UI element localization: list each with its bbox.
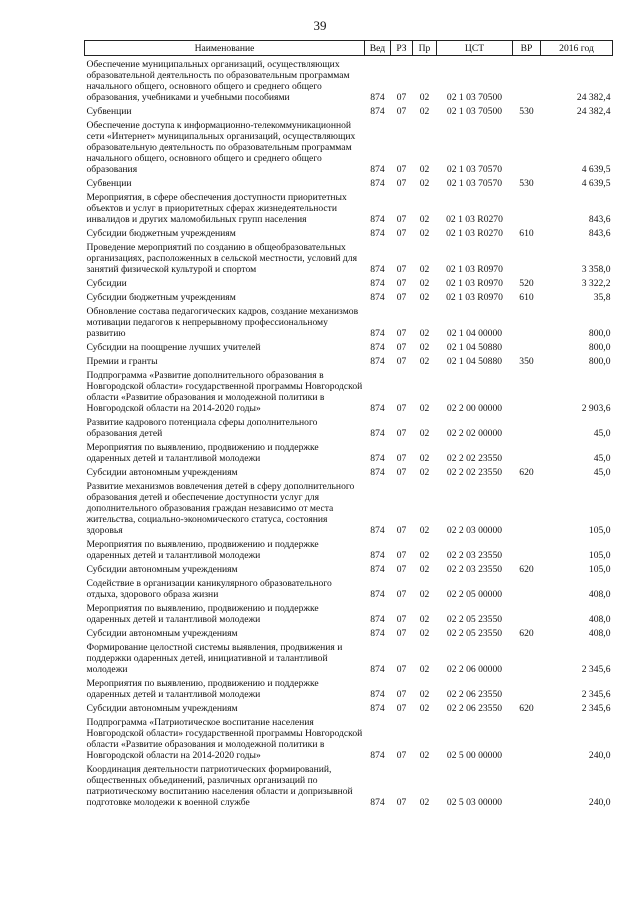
row-vr-cell xyxy=(513,575,541,600)
row-cst-cell: 02 2 02 00000 xyxy=(446,428,503,439)
row-cst-cell: 02 2 02 23550 xyxy=(446,467,503,478)
row-ved-cell: 874 xyxy=(370,356,385,367)
row-cst-cell: 02 1 03 70570 xyxy=(446,164,503,175)
row-ved-cell: 874 xyxy=(370,797,385,808)
row-value-cell: 3 358,0 xyxy=(581,264,611,275)
row-cst-cell: 02 1 04 50880 xyxy=(446,356,503,367)
row-pr-cell: 02 xyxy=(419,428,430,439)
row-cst-cell: 02 2 02 23550 xyxy=(446,453,503,464)
row-pr-cell: 02 xyxy=(419,228,430,239)
row-rz-cell: 07 xyxy=(396,264,407,275)
row-vr-cell: 620 xyxy=(519,628,534,639)
row-ved-cell: 874 xyxy=(370,214,385,225)
row-rz-cell: 07 xyxy=(396,228,407,239)
row-vr-cell: 620 xyxy=(519,467,534,478)
row-name-cell: Обеспечение муниципальных организаций, осуществляющих образовательной деятельность по образовательным программам начального общего, основного общего и среднего общего образования, учебниками и учебными пособиями xyxy=(86,59,350,103)
row-cst-cell: 02 1 03 70500 xyxy=(446,92,503,103)
row-value-cell: 105,0 xyxy=(588,550,611,561)
row-pr-cell: 02 xyxy=(419,292,430,303)
row-vr-cell xyxy=(513,536,541,561)
row-vr-cell xyxy=(513,239,541,275)
row-value-cell: 105,0 xyxy=(588,525,611,536)
header-pr: Пр xyxy=(413,41,437,56)
row-pr-cell: 02 xyxy=(419,342,430,353)
row-vr-cell xyxy=(513,600,541,625)
table-row xyxy=(85,103,613,117)
row-rz-cell: 07 xyxy=(396,589,407,600)
table-row xyxy=(85,675,613,700)
row-vr-cell xyxy=(513,339,541,353)
row-name-cell: Субсидии бюджетным учреждениям xyxy=(86,228,236,239)
row-ved-cell: 874 xyxy=(370,92,385,103)
row-value-cell: 240,0 xyxy=(588,750,611,761)
row-vr-cell xyxy=(513,303,541,339)
row-vr-cell: 610 xyxy=(519,228,534,239)
table-header-row xyxy=(85,41,613,56)
row-rz-cell: 07 xyxy=(396,214,407,225)
table-row xyxy=(85,175,613,189)
table-row xyxy=(85,439,613,464)
row-name-cell: Обновление состава педагогических кадров, создание механизмов мотивации педагогов к непрерывному профессиональному развитию xyxy=(86,306,359,339)
row-rz-cell: 07 xyxy=(396,403,407,414)
row-cst-cell: 02 1 03 R0970 xyxy=(446,292,503,303)
table-row xyxy=(85,575,613,600)
row-name-cell: Подпрограмма «Патриотическое воспитание населения Новгородской области» государственной программы Новгородской области «Развитие образования и молодежной политики в Новгородской области на 2014-2020 годы» xyxy=(86,717,363,761)
row-cst-cell: 02 1 03 70570 xyxy=(446,178,503,189)
row-pr-cell: 02 xyxy=(419,178,430,189)
row-rz-cell: 07 xyxy=(396,550,407,561)
row-rz-cell: 07 xyxy=(396,178,407,189)
header-rz: РЗ xyxy=(391,41,413,56)
row-pr-cell: 02 xyxy=(419,750,430,761)
row-ved-cell: 874 xyxy=(370,278,385,289)
row-pr-cell: 02 xyxy=(419,214,430,225)
row-cst-cell: 02 5 00 00000 xyxy=(446,750,503,761)
row-name-cell: Координация деятельности патриотических формирований, общественных объединений, различных организаций по патриотическому воспитанию населения области и допризывной подготовке молодежи к военной службе xyxy=(86,764,353,808)
row-vr-cell xyxy=(513,761,541,808)
budget-table xyxy=(84,40,613,808)
row-value-cell: 800,0 xyxy=(588,356,611,367)
row-name-cell: Мероприятия по выявлению, продвижению и поддержке одаренных детей и талантливой молодежи xyxy=(86,442,319,464)
table-body xyxy=(85,56,613,809)
row-pr-cell: 02 xyxy=(419,589,430,600)
row-name-cell: Мероприятия по выявлению, продвижению и поддержке одаренных детей и талантливой молодежи xyxy=(86,539,319,561)
row-pr-cell: 02 xyxy=(419,797,430,808)
table-row xyxy=(85,275,613,289)
row-name-cell: Субсидии на поощрение лучших учителей xyxy=(86,342,261,353)
row-value-cell: 2 345,6 xyxy=(581,689,611,700)
row-rz-cell: 07 xyxy=(396,342,407,353)
table-row xyxy=(85,225,613,239)
row-pr-cell: 02 xyxy=(419,628,430,639)
row-ved-cell: 874 xyxy=(370,689,385,700)
row-value-cell: 24 382,4 xyxy=(576,92,611,103)
row-vr-cell xyxy=(513,714,541,761)
row-value-cell: 2 345,6 xyxy=(581,703,611,714)
row-pr-cell: 02 xyxy=(419,264,430,275)
row-name-cell: Субсидии автономным учреждениям xyxy=(86,564,238,575)
row-rz-cell: 07 xyxy=(396,467,407,478)
row-rz-cell: 07 xyxy=(396,628,407,639)
row-value-cell: 3 322,2 xyxy=(581,278,611,289)
row-ved-cell: 874 xyxy=(370,614,385,625)
row-cst-cell: 02 2 05 00000 xyxy=(446,589,503,600)
row-rz-cell: 07 xyxy=(396,525,407,536)
row-name-cell: Формирование целостной системы выявления, продвижения и поддержки одаренных детей, инициативной и талантливой молодежи xyxy=(86,642,343,675)
row-rz-cell: 07 xyxy=(396,278,407,289)
row-cst-cell: 02 1 03 R0270 xyxy=(446,214,503,225)
row-ved-cell: 874 xyxy=(370,178,385,189)
row-value-cell: 2 903,6 xyxy=(581,403,611,414)
row-name-cell: Субсидии бюджетным учреждениям xyxy=(86,292,236,303)
row-vr-cell xyxy=(513,639,541,675)
table-row xyxy=(85,600,613,625)
row-cst-cell: 02 5 03 00000 xyxy=(446,797,503,808)
row-rz-cell: 07 xyxy=(396,92,407,103)
row-name-cell: Субвенции xyxy=(86,178,132,189)
row-vr-cell xyxy=(513,478,541,536)
table-row xyxy=(85,561,613,575)
row-vr-cell: 610 xyxy=(519,292,534,303)
row-pr-cell: 02 xyxy=(419,703,430,714)
row-rz-cell: 07 xyxy=(396,356,407,367)
row-name-cell: Мероприятия, в сфере обеспечения доступности приоритетных объектов и услуг в приоритетных сферах жизнедеятельности инвалидов и других маломобильных групп населения xyxy=(86,192,347,225)
row-cst-cell: 02 1 03 R0970 xyxy=(446,264,503,275)
table-row xyxy=(85,289,613,303)
row-ved-cell: 874 xyxy=(370,564,385,575)
row-name-cell: Обеспечение доступа к информационно-телекоммуникационной сети «Интернет» муниципальных организаций, осуществляющих образовательную деятельность по образовательным программам начального общего, основного общего и среднего общего образования xyxy=(86,120,356,175)
row-name-cell: Мероприятия по выявлению, продвижению и поддержке одаренных детей и талантливой молодежи xyxy=(86,678,319,700)
row-vr-cell: 350 xyxy=(519,356,534,367)
row-vr-cell xyxy=(513,189,541,225)
row-name-cell: Субсидии автономным учреждениям xyxy=(86,703,238,714)
row-value-cell: 2 345,6 xyxy=(581,664,611,675)
row-pr-cell: 02 xyxy=(419,453,430,464)
page-number: 39 xyxy=(313,18,327,33)
row-ved-cell: 874 xyxy=(370,525,385,536)
row-vr-cell: 530 xyxy=(519,106,534,117)
row-pr-cell: 02 xyxy=(419,525,430,536)
row-cst-cell: 02 2 06 23550 xyxy=(446,689,503,700)
row-value-cell: 35,8 xyxy=(593,292,611,303)
row-value-cell: 408,0 xyxy=(588,589,611,600)
row-pr-cell: 02 xyxy=(419,467,430,478)
header-year: 2016 год xyxy=(541,41,613,56)
row-ved-cell: 874 xyxy=(370,703,385,714)
row-pr-cell: 02 xyxy=(419,328,430,339)
header-cst: ЦСТ xyxy=(437,41,513,56)
row-rz-cell: 07 xyxy=(396,703,407,714)
row-rz-cell: 07 xyxy=(396,164,407,175)
row-cst-cell: 02 1 03 R0270 xyxy=(446,228,503,239)
row-vr-cell: 530 xyxy=(519,178,534,189)
row-name-cell: Подпрограмма «Развитие дополнительного образования в Новгородской области» государственной программы Новгородской области «Развитие образования и молодежной политики в Новгородской области на 2014-2020 годы» xyxy=(86,370,363,414)
row-ved-cell: 874 xyxy=(370,453,385,464)
row-ved-cell: 874 xyxy=(370,106,385,117)
row-rz-cell: 07 xyxy=(396,664,407,675)
row-value-cell: 800,0 xyxy=(588,342,611,353)
row-value-cell: 4 639,5 xyxy=(581,178,611,189)
row-name-cell: Развитие механизмов вовлечения детей в сферу дополнительного образования детей и обеспечение доступности услуг для дополнительного образования граждан независимо от места жительства, социально-экономического статуса, состояния здоровья xyxy=(86,481,355,536)
table-row xyxy=(85,761,613,808)
row-value-cell: 45,0 xyxy=(593,453,611,464)
row-rz-cell: 07 xyxy=(396,614,407,625)
table-row xyxy=(85,478,613,536)
table-row xyxy=(85,367,613,414)
row-cst-cell: 02 2 03 23550 xyxy=(446,550,503,561)
row-ved-cell: 874 xyxy=(370,467,385,478)
row-pr-cell: 02 xyxy=(419,664,430,675)
row-pr-cell: 02 xyxy=(419,278,430,289)
row-name-cell: Субвенции xyxy=(86,106,132,117)
row-rz-cell: 07 xyxy=(396,292,407,303)
table-row xyxy=(85,639,613,675)
row-name-cell: Премии и гранты xyxy=(86,356,158,367)
row-name-cell: Проведение мероприятий по созданию в общеобразовательных организациях, расположенных в сельской местности, условий для занятий физической культурой и спортом xyxy=(86,242,357,275)
table-row xyxy=(85,117,613,175)
row-cst-cell: 02 1 03 70500 xyxy=(446,106,503,117)
row-ved-cell: 874 xyxy=(370,428,385,439)
header-vr: ВР xyxy=(513,41,541,56)
table-row xyxy=(85,414,613,439)
row-value-cell: 240,0 xyxy=(588,797,611,808)
row-ved-cell: 874 xyxy=(370,228,385,239)
row-cst-cell: 02 2 05 23550 xyxy=(446,614,503,625)
row-cst-cell: 02 1 04 50880 xyxy=(446,342,503,353)
row-pr-cell: 02 xyxy=(419,550,430,561)
row-name-cell: Субсидии автономным учреждениям xyxy=(86,467,238,478)
row-name-cell: Субсидии автономным учреждениям xyxy=(86,628,238,639)
row-value-cell: 4 639,5 xyxy=(581,164,611,175)
row-ved-cell: 874 xyxy=(370,164,385,175)
row-vr-cell xyxy=(513,56,541,104)
row-pr-cell: 02 xyxy=(419,689,430,700)
row-rz-cell: 07 xyxy=(396,689,407,700)
row-value-cell: 843,6 xyxy=(588,228,611,239)
row-vr-cell xyxy=(513,117,541,175)
table-row xyxy=(85,303,613,339)
row-cst-cell: 02 2 00 00000 xyxy=(446,403,503,414)
row-cst-cell: 02 2 03 23550 xyxy=(446,564,503,575)
row-rz-cell: 07 xyxy=(396,564,407,575)
row-ved-cell: 874 xyxy=(370,628,385,639)
table-row xyxy=(85,189,613,225)
row-rz-cell: 07 xyxy=(396,428,407,439)
row-pr-cell: 02 xyxy=(419,92,430,103)
header-name: Наименование xyxy=(85,41,365,56)
row-name-cell: Мероприятия по выявлению, продвижению и поддержке одаренных детей и талантливой молодежи xyxy=(86,603,319,625)
row-rz-cell: 07 xyxy=(396,797,407,808)
row-ved-cell: 874 xyxy=(370,264,385,275)
row-vr-cell xyxy=(513,675,541,700)
table-row xyxy=(85,625,613,639)
row-vr-cell xyxy=(513,367,541,414)
row-pr-cell: 02 xyxy=(419,164,430,175)
table-row xyxy=(85,339,613,353)
row-value-cell: 45,0 xyxy=(593,467,611,478)
row-value-cell: 408,0 xyxy=(588,614,611,625)
row-vr-cell: 520 xyxy=(519,278,534,289)
row-pr-cell: 02 xyxy=(419,403,430,414)
row-ved-cell: 874 xyxy=(370,589,385,600)
row-rz-cell: 07 xyxy=(396,750,407,761)
row-ved-cell: 874 xyxy=(370,292,385,303)
row-value-cell: 800,0 xyxy=(588,328,611,339)
header-ved: Вед xyxy=(365,41,391,56)
table-row xyxy=(85,536,613,561)
row-pr-cell: 02 xyxy=(419,564,430,575)
table-row xyxy=(85,353,613,367)
row-ved-cell: 874 xyxy=(370,403,385,414)
row-vr-cell: 620 xyxy=(519,564,534,575)
table-row xyxy=(85,700,613,714)
row-cst-cell: 02 2 06 00000 xyxy=(446,664,503,675)
row-ved-cell: 874 xyxy=(370,550,385,561)
row-value-cell: 105,0 xyxy=(588,564,611,575)
row-name-cell: Развитие кадрового потенциала сферы дополнительного образования детей xyxy=(86,417,318,439)
row-rz-cell: 07 xyxy=(396,106,407,117)
row-ved-cell: 874 xyxy=(370,328,385,339)
row-cst-cell: 02 1 04 00000 xyxy=(446,328,503,339)
row-vr-cell xyxy=(513,414,541,439)
row-rz-cell: 07 xyxy=(396,328,407,339)
table-row xyxy=(85,464,613,478)
row-vr-cell xyxy=(513,439,541,464)
row-cst-cell: 02 1 03 R0970 xyxy=(446,278,503,289)
row-rz-cell: 07 xyxy=(396,453,407,464)
table-row xyxy=(85,239,613,275)
row-cst-cell: 02 2 06 23550 xyxy=(446,703,503,714)
row-value-cell: 408,0 xyxy=(588,628,611,639)
row-pr-cell: 02 xyxy=(419,356,430,367)
row-value-cell: 45,0 xyxy=(593,428,611,439)
table-row xyxy=(85,714,613,761)
row-cst-cell: 02 2 03 00000 xyxy=(446,525,503,536)
row-value-cell: 843,6 xyxy=(588,214,611,225)
table-row xyxy=(85,56,613,104)
row-pr-cell: 02 xyxy=(419,614,430,625)
row-ved-cell: 874 xyxy=(370,750,385,761)
row-pr-cell: 02 xyxy=(419,106,430,117)
row-cst-cell: 02 2 05 23550 xyxy=(446,628,503,639)
row-value-cell: 24 382,4 xyxy=(576,106,611,117)
row-vr-cell: 620 xyxy=(519,703,534,714)
row-ved-cell: 874 xyxy=(370,342,385,353)
row-name-cell: Содействие в организации каникулярного образовательного отдыха, здорового образа жизни xyxy=(86,578,332,600)
row-name-cell: Субсидии xyxy=(86,278,127,289)
row-ved-cell: 874 xyxy=(370,664,385,675)
